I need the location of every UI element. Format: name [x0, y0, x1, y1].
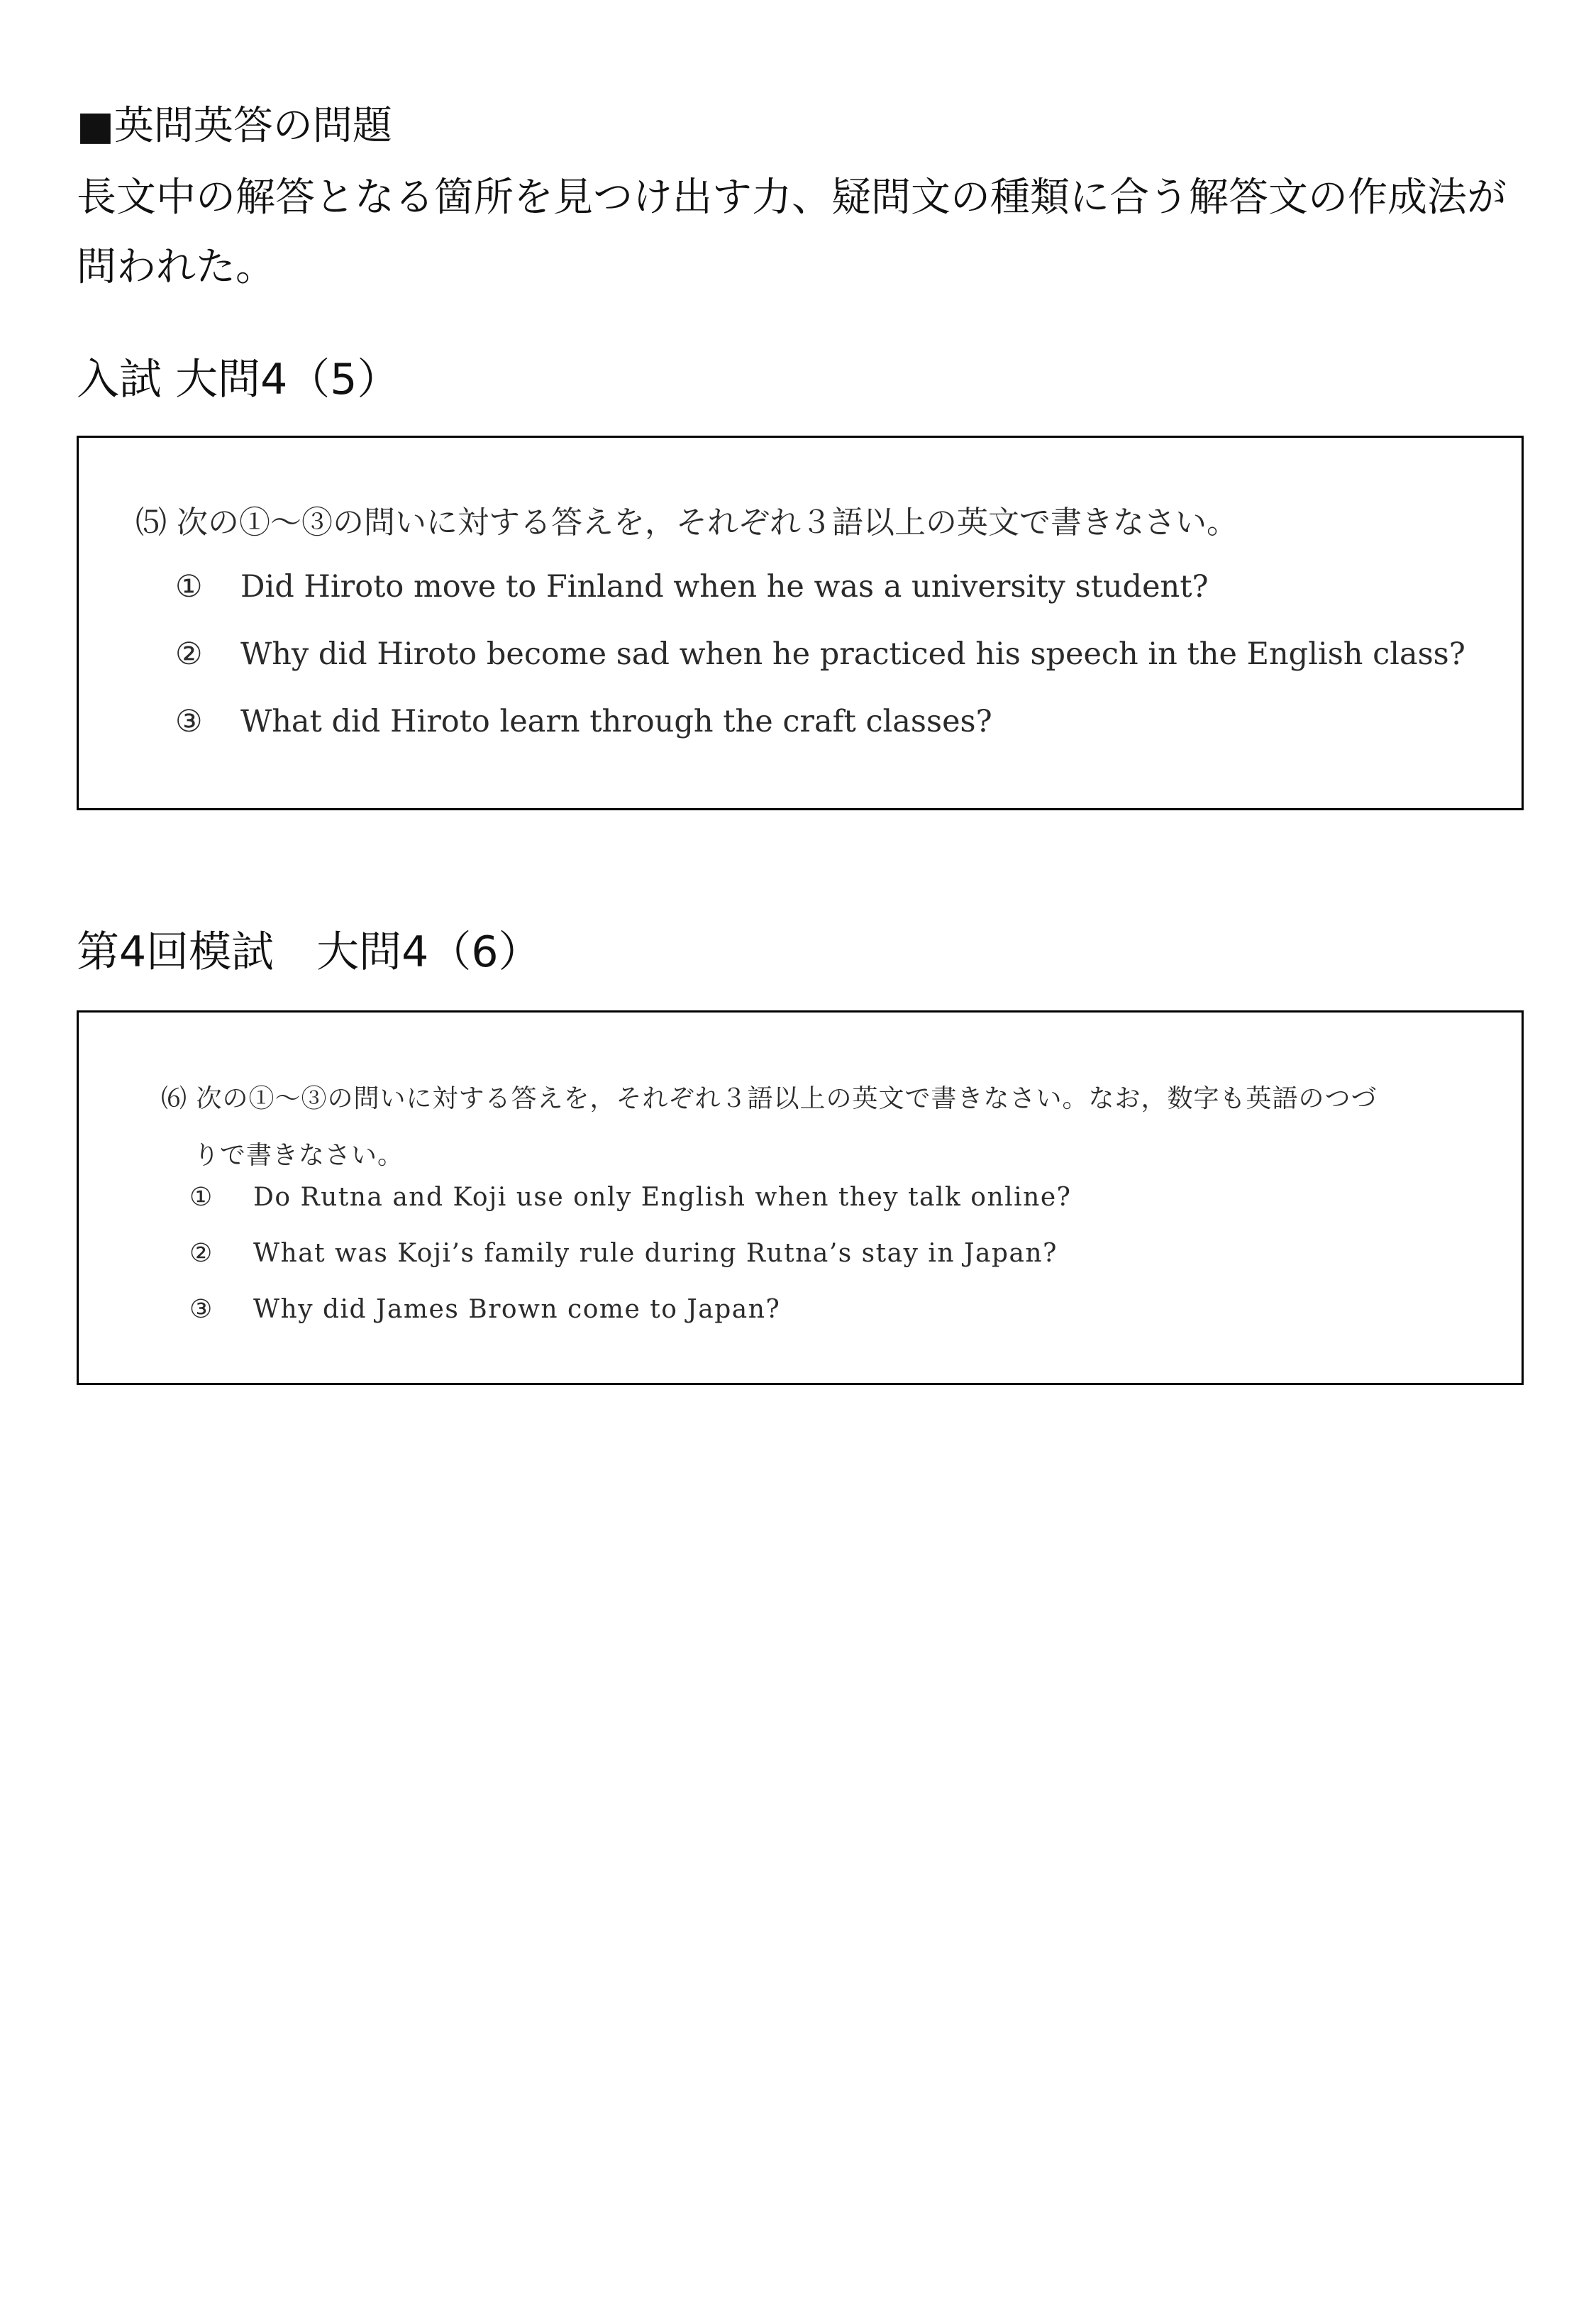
question-number: ③ — [175, 704, 203, 739]
section-description: 長文中の解答となる箇所を見つけ出す力、疑問文の種類に合う解答文の作成法が問われた。 — [77, 175, 1507, 290]
mock-exam-label: 第4回模試 大問4（6） — [77, 927, 541, 977]
mock-exam-instruction-line1: ⑹ 次の①～③の問いに対する答えを，それぞれ３語以上の英文で書きなさい。なお，数字も英語のつづ — [161, 1084, 1378, 1113]
question-item — [175, 633, 1465, 700]
entrance-exam-question-box — [77, 436, 1524, 810]
question-number: ② — [189, 1239, 214, 1268]
entrance-exam-question-list — [175, 566, 1465, 768]
question-text: Why did Hiroto become sad when he practiced his speech in the English class? — [240, 636, 1465, 672]
question-text: What did Hiroto learn through the craft classes? — [240, 704, 992, 739]
entrance-exam-instruction: ⑸ 次の①～③の問いに対する答えを，それぞれ３語以上の英文で書きなさい。 — [135, 504, 1238, 541]
mock-exam-instruction-line2: りで書きなさい。 — [194, 1141, 404, 1170]
mock-exam-question-box — [77, 1010, 1524, 1385]
question-number: ③ — [189, 1295, 214, 1324]
question-text: What was Koji’s family rule during Rutna’s stay in Japan? — [253, 1239, 1058, 1268]
entrance-exam-label: 入試 大問4（5） — [77, 355, 400, 404]
question-number: ② — [175, 636, 203, 672]
question-number: ① — [189, 1183, 214, 1212]
question-text: Do Rutna and Koji use only English when they talk online? — [253, 1183, 1072, 1212]
question-item — [189, 1236, 1071, 1292]
mock-exam-question-list — [189, 1180, 1071, 1348]
question-text: Why did James Brown come to Japan? — [253, 1295, 781, 1324]
question-item — [189, 1292, 1071, 1348]
question-item — [175, 566, 1465, 633]
section-heading: ■英問英答の問題 — [77, 103, 392, 149]
question-text: Did Hiroto move to Finland when he was a university student? — [240, 569, 1209, 605]
question-item — [175, 700, 1465, 768]
question-number: ① — [175, 569, 203, 605]
question-item — [189, 1180, 1071, 1236]
mock-exam-instruction — [161, 1071, 1452, 1184]
